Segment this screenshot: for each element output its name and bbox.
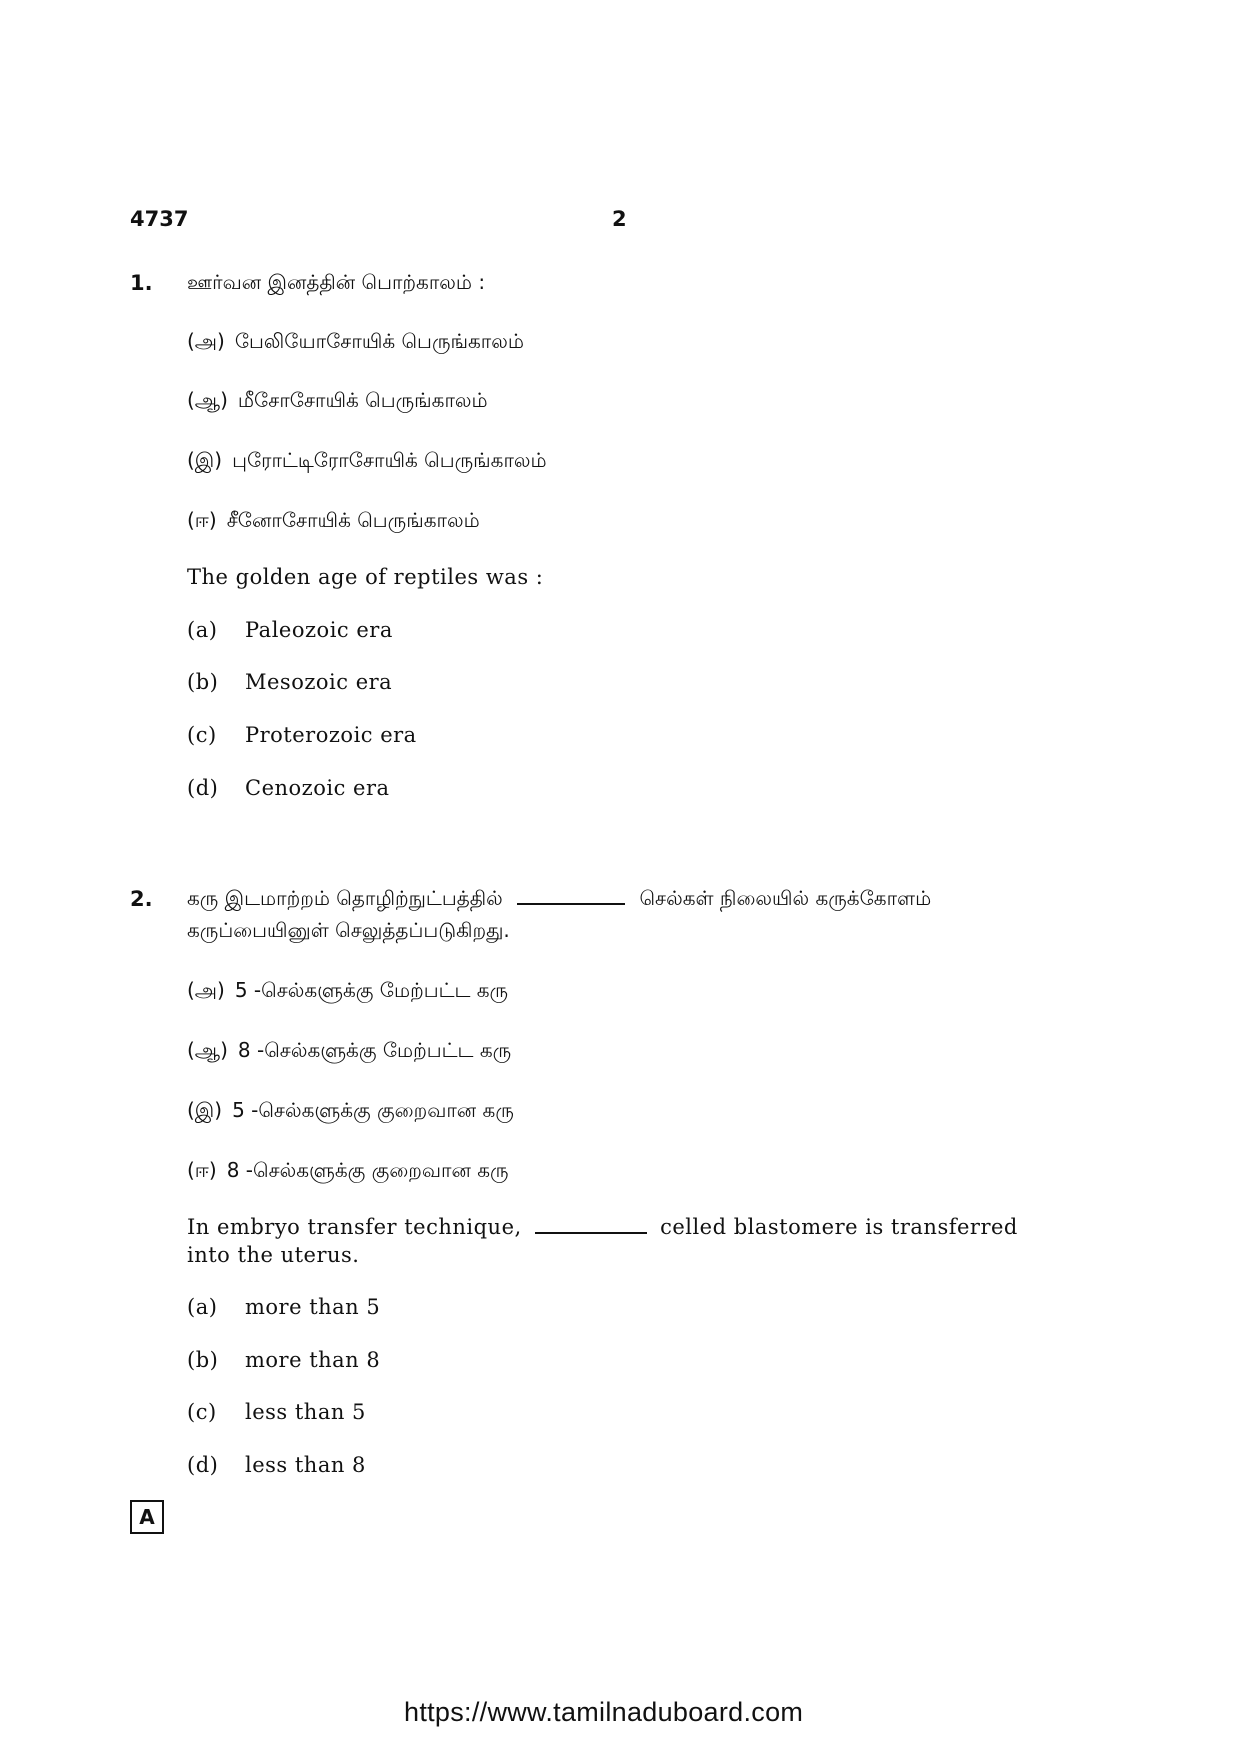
option-text: less than 5: [245, 1400, 366, 1424]
question-number: 2.: [130, 887, 153, 911]
question-english-line1: [187, 1215, 1018, 1239]
option-text: மீசோசோயிக் பெருங்காலம்: [237, 388, 488, 412]
english-option-b: [187, 670, 392, 694]
option-label: (அ): [187, 329, 225, 353]
option-text: சீனோசோயிக் பெருங்காலம்: [226, 508, 480, 532]
option-text: 8 -செல்களுக்கு மேற்பட்ட கரு: [237, 1038, 512, 1062]
tamil-option-a: [187, 329, 524, 356]
option-label: (ஆ): [187, 1038, 228, 1062]
option-label: (ஆ): [187, 388, 228, 412]
paper-code: 4737: [130, 207, 189, 231]
option-text: Proterozoic era: [245, 723, 417, 747]
question-tamil-line2: கருப்பையினுள் செலுத்தப்படுகிறது.: [187, 918, 510, 942]
english-option-a: [187, 1295, 380, 1319]
tamil-option-b: [187, 1038, 511, 1065]
english-option-b: [187, 1348, 380, 1372]
answer-blank: [535, 1218, 647, 1234]
option-label: (d): [187, 1453, 219, 1477]
question-english-text: The golden age of reptiles was :: [187, 565, 544, 589]
page-number: 2: [612, 207, 627, 231]
english-text-after-blank: celled blastomere is transferred: [660, 1215, 1018, 1239]
tamil-option-c: [187, 1098, 514, 1125]
tamil-option-a: [187, 978, 508, 1005]
version-box: A: [130, 1500, 164, 1534]
option-label: (a): [187, 1295, 218, 1319]
answer-blank: [517, 889, 625, 905]
option-label: (ஈ): [187, 1158, 217, 1182]
tamil-option-c: [187, 448, 547, 475]
option-label: (a): [187, 618, 218, 642]
tamil-option-b: [187, 388, 488, 415]
question-english-line2: into the uterus.: [187, 1243, 360, 1267]
option-text: Cenozoic era: [245, 776, 390, 800]
option-text: Mesozoic era: [245, 670, 393, 694]
option-text: less than 8: [245, 1453, 366, 1477]
option-label: (c): [187, 1400, 217, 1424]
option-text: Paleozoic era: [245, 618, 393, 642]
option-label: (b): [187, 1348, 219, 1372]
tamil-text-after-blank: செல்கள் நிலையில் கருக்கோளம்: [639, 886, 932, 910]
tamil-option-d: [187, 1158, 509, 1185]
option-label: (c): [187, 723, 217, 747]
option-text: 5 -செல்களுக்கு மேற்பட்ட கரு: [234, 978, 509, 1002]
option-label: (அ): [187, 978, 225, 1002]
option-text: more than 5: [245, 1295, 381, 1319]
english-text-before-blank: In embryo transfer technique,: [187, 1215, 522, 1239]
english-option-a: [187, 618, 393, 642]
option-text: 8 -செல்களுக்கு குறைவான கரு: [226, 1158, 509, 1182]
option-text: புரோட்டிரோசோயிக் பெருங்காலம்: [232, 448, 547, 472]
option-label: (ஈ): [187, 508, 217, 532]
english-option-c: [187, 1400, 366, 1424]
option-label: (d): [187, 776, 219, 800]
question-number: 1.: [130, 271, 153, 295]
english-option-d: [187, 776, 390, 800]
english-option-c: [187, 723, 417, 747]
option-text: 5 -செல்களுக்கு குறைவான கரு: [232, 1098, 514, 1122]
website-url[interactable]: https://www.tamilnaduboard.com: [404, 1697, 804, 1727]
option-label: (b): [187, 670, 219, 694]
tamil-option-d: [187, 508, 480, 535]
option-label: (இ): [187, 1098, 223, 1122]
option-text: பேலியோசோயிக் பெருங்காலம்: [234, 329, 524, 353]
question-tamil-line1: [187, 886, 931, 913]
option-text: more than 8: [245, 1348, 381, 1372]
option-label: (இ): [187, 448, 223, 472]
question-tamil-text: ஊர்வன இனத்தின் பொற்காலம் :: [187, 270, 486, 294]
english-option-d: [187, 1453, 366, 1477]
tamil-text-before-blank: கரு இடமாற்றம் தொழிற்நுட்பத்தில்: [187, 886, 503, 910]
